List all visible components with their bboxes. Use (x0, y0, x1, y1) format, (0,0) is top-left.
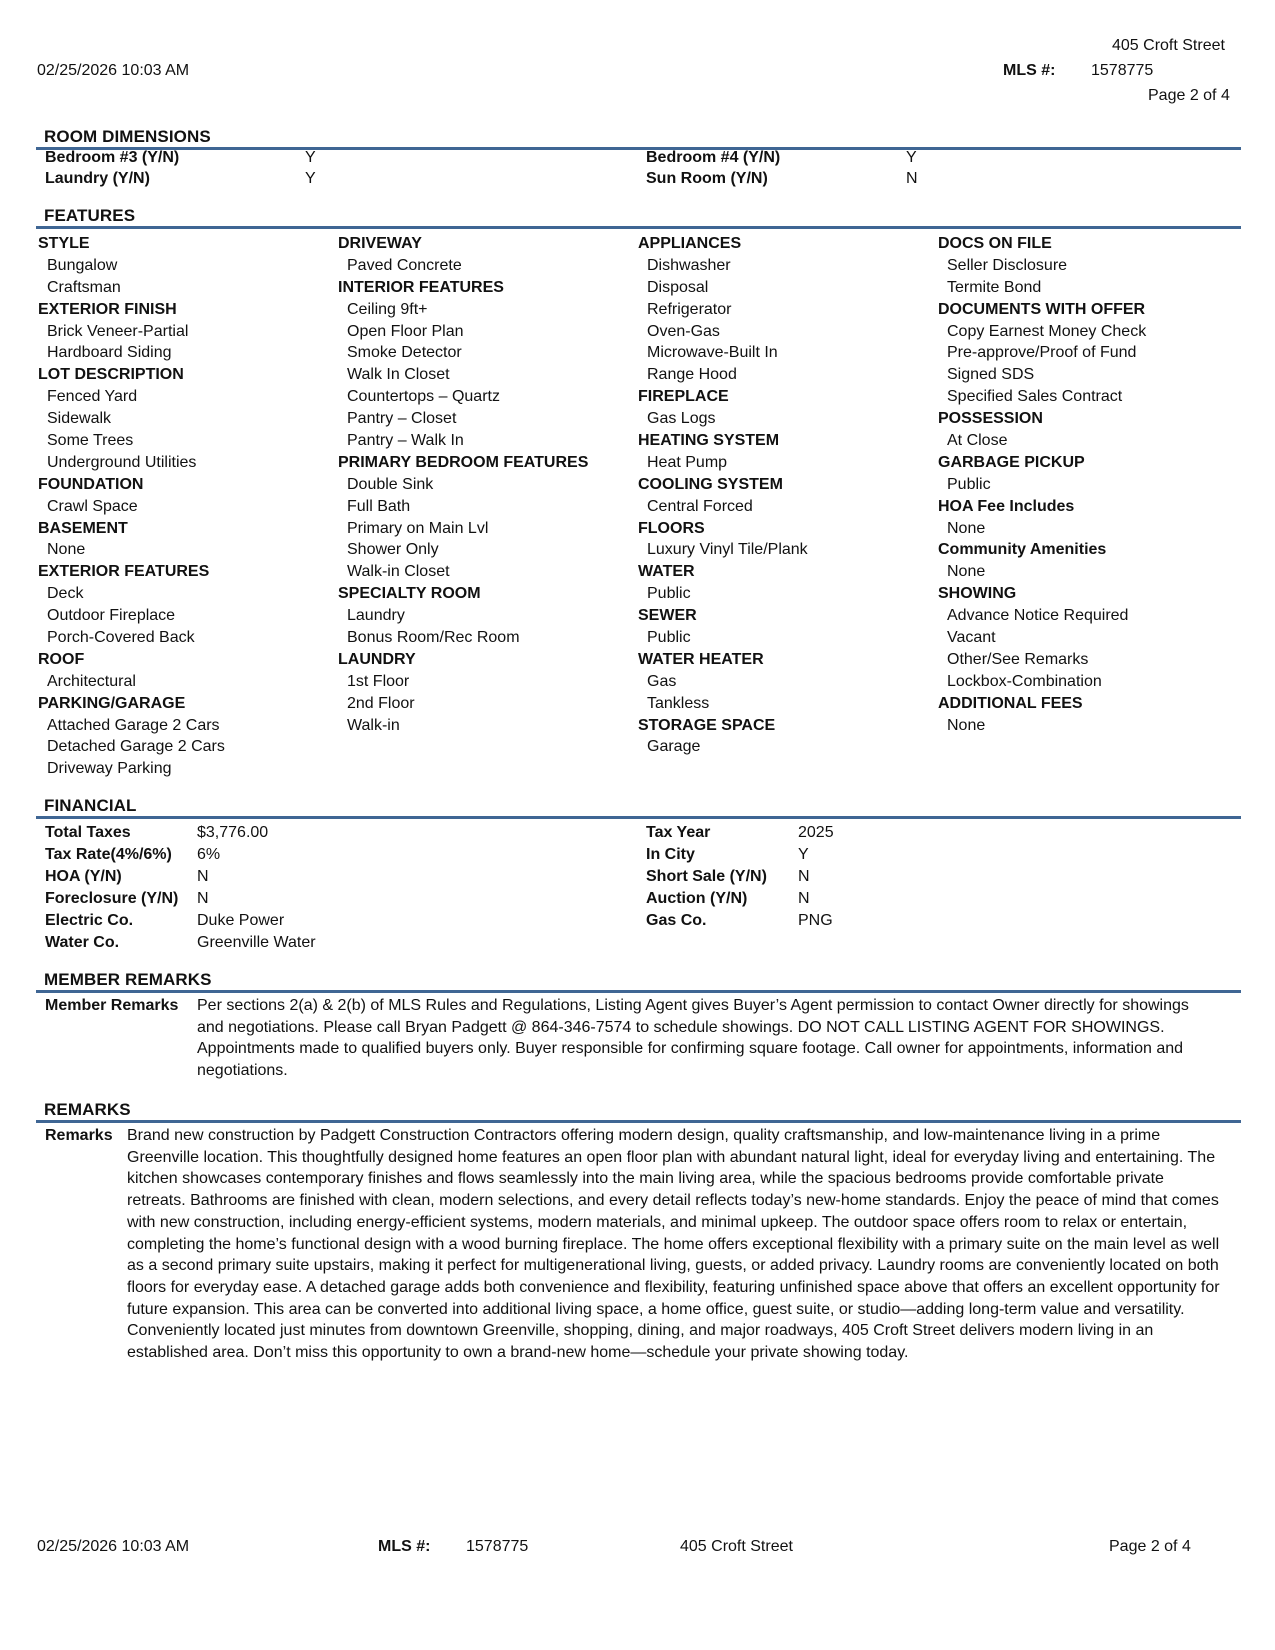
feature-item: Pantry – Closet (347, 410, 457, 428)
feature-heading: ADDITIONAL FEES (938, 694, 1083, 712)
field-label: Bedroom #3 (Y/N) (45, 149, 180, 166)
feature-item: Ceiling 9ft+ (347, 300, 428, 318)
feature-item: Specified Sales Contract (947, 388, 1123, 406)
feature-item: Double Sink (347, 475, 434, 493)
header-address: 405 Croft Street (1112, 37, 1225, 54)
field-label: Total Taxes (45, 824, 131, 841)
feature-item: Smoke Detector (347, 344, 462, 362)
field-label: Gas Co. (646, 912, 707, 929)
feature-heading: PRIMARY BEDROOM FEATURES (338, 453, 589, 471)
feature-item: Other/See Remarks (947, 650, 1089, 668)
feature-heading: HEATING SYSTEM (638, 432, 780, 450)
feature-item: None (47, 541, 86, 559)
feature-item: Hardboard Siding (47, 344, 172, 362)
section-title-financial: FINANCIAL (44, 796, 137, 815)
field-value: Y (798, 846, 809, 863)
feature-item: Public (647, 629, 691, 647)
feature-item: Walk-in (347, 716, 400, 734)
footer-address: 405 Croft Street (680, 1538, 793, 1555)
feature-heading: WATER (638, 563, 695, 581)
field-value: Y (305, 149, 316, 166)
feature-heading: COOLING SYSTEM (638, 475, 783, 493)
feature-item: Brick Veneer-Partial (47, 322, 189, 340)
footer-datetime: 02/25/2026 10:03 AM (37, 1538, 190, 1555)
header-mls-number: 1578775 (1091, 62, 1154, 79)
feature-heading: ROOF (38, 650, 85, 668)
feature-heading: FLOORS (638, 519, 705, 537)
feature-item: Microwave-Built In (647, 344, 778, 362)
feature-item: 1st Floor (347, 672, 410, 690)
features-column-3 (638, 233, 928, 758)
field-label: Sun Room (Y/N) (646, 170, 768, 187)
section-title-features: FEATURES (44, 206, 136, 225)
feature-heading: EXTERIOR FINISH (38, 300, 177, 318)
member-remarks-text: Per sections 2(a) & 2(b) of MLS Rules and Regulations, Listing Agent gives Buyer’s Agent permission to contact Owner directly for showings and negotiations. Please call Bryan Padgett @ 864-346-7574 to schedule showings. DO NOT CALL LISTING AGENT FOR SHOWINGS. Appointments made to qualified buyers only. Buyer responsible for confirming square footage. Call owner for appointments, information and negotiations. (197, 997, 1189, 1080)
feature-heading: FIREPLACE (638, 388, 729, 406)
section-rule (36, 226, 1241, 229)
feature-item: Oven-Gas (647, 322, 720, 340)
feature-item: Deck (47, 585, 84, 603)
footer-page: Page 2 of 4 (1109, 1538, 1191, 1555)
feature-item: Signed SDS (947, 366, 1035, 384)
feature-heading: SPECIALTY ROOM (338, 585, 481, 603)
feature-item: Shower Only (347, 541, 439, 559)
feature-item: Some Trees (47, 432, 134, 450)
feature-item: Primary on Main Lvl (347, 519, 489, 537)
field-label: Bedroom #4 (Y/N) (646, 149, 781, 166)
footer-mls-label: MLS #: (378, 1538, 431, 1555)
field-value: Y (906, 149, 917, 166)
feature-item: Attached Garage 2 Cars (47, 716, 220, 734)
field-value: N (197, 890, 209, 907)
feature-heading: DOCS ON FILE (938, 235, 1052, 252)
feature-item: Luxury Vinyl Tile/Plank (647, 541, 808, 559)
features-column-2 (338, 233, 628, 736)
feature-item: Dishwasher (647, 256, 731, 274)
feature-heading: SEWER (638, 607, 697, 625)
feature-item: Craftsman (47, 278, 121, 296)
field-value: N (798, 890, 810, 907)
feature-heading: FOUNDATION (38, 475, 144, 493)
remarks-label: Remarks (45, 1127, 113, 1144)
field-label: Auction (Y/N) (646, 890, 748, 907)
feature-item: Bungalow (47, 256, 118, 274)
field-label: Short Sale (Y/N) (646, 868, 767, 885)
feature-item: Gas Logs (647, 410, 716, 428)
feature-heading: BASEMENT (38, 519, 128, 537)
field-value: N (197, 868, 209, 885)
section-rule (36, 990, 1241, 993)
feature-item: Garage (647, 738, 701, 756)
member-remarks-label: Member Remarks (45, 997, 179, 1014)
field-label: Tax Year (646, 824, 711, 841)
field-value: N (798, 868, 810, 885)
section-rule (36, 1120, 1241, 1123)
feature-item: Architectural (47, 672, 136, 690)
feature-item: Full Bath (347, 497, 411, 515)
section-title-member-remarks: MEMBER REMARKS (44, 970, 212, 989)
feature-item: Advance Notice Required (947, 607, 1129, 625)
footer-mls-number: 1578775 (466, 1538, 529, 1555)
field-value: Y (305, 170, 316, 187)
field-value: $3,776.00 (197, 824, 269, 841)
header-mls-label: MLS #: (1003, 62, 1056, 79)
feature-item: None (947, 716, 986, 734)
feature-item: Public (947, 475, 991, 493)
feature-item: Tankless (647, 694, 710, 712)
feature-heading: GARBAGE PICKUP (938, 453, 1085, 471)
feature-item: Termite Bond (947, 278, 1042, 296)
field-value: Greenville Water (197, 934, 316, 951)
feature-heading: Community Amenities (938, 541, 1107, 559)
feature-heading: POSSESSION (938, 410, 1043, 428)
feature-item: Gas (647, 672, 677, 690)
feature-item: Heat Pump (647, 453, 728, 471)
feature-item: Laundry (347, 607, 405, 625)
feature-item: Outdoor Fireplace (47, 607, 176, 625)
feature-item: Sidewalk (47, 410, 112, 428)
feature-item: Crawl Space (47, 497, 138, 515)
field-label: In City (646, 846, 695, 863)
field-value: PNG (798, 912, 833, 929)
section-rule (36, 147, 1241, 150)
feature-heading: PARKING/GARAGE (38, 694, 186, 712)
feature-item: Disposal (647, 278, 709, 296)
feature-heading: EXTERIOR FEATURES (38, 563, 210, 581)
feature-heading: DOCUMENTS WITH OFFER (938, 300, 1146, 318)
header-datetime: 02/25/2026 10:03 AM (37, 62, 190, 79)
feature-item: Open Floor Plan (347, 322, 464, 340)
feature-item: Lockbox-Combination (947, 672, 1102, 690)
feature-item: Countertops – Quartz (347, 388, 500, 406)
remarks-text: Brand new construction by Padgett Construction Contractors offering modern design, quality craftsmanship, and low-maintenance living in a prime Greenville location. This thoughtfully designed home features an open floor plan with abundant natural light, ideal for everyday living and entertaining. The kitchen showcases contemporary finishes and flows seamlessly into the main living area, while the spacious bedrooms provide comfortable private retreats. Bathrooms are finished with clean, modern selections, and every detail reflects today’s new-home standards. Enjoy the peace of mind that comes with new construction, including energy-efficient systems, modern materials, and minimal upkeep. The outdoor space offers room to relax or entertain, completing the home’s functional design with a wood burning fireplace. The home offers exceptional flexibility with a primary suite on the main level as well as a second primary suite upstairs, making it perfect for multigenerational living, guests, or added privacy. Laundry rooms are conveniently located on both floors for everyday ease. A detached garage adds both convenience and flexibility, featuring unfinished space above that offers an excellent opportunity for future expansion. This area can be converted into additional living space, a home office, guest suite, or studio—adding long-term value and versatility. Conveniently located just minutes from downtown Greenville, shopping, dining, and major roadways, 405 Croft Street delivers modern living in an established area. Don’t miss this opportunity to own a brand-new home—schedule your private showing today. (127, 1127, 1220, 1362)
features-column-1 (38, 233, 328, 780)
feature-item: None (947, 563, 986, 581)
feature-heading: INTERIOR FEATURES (338, 278, 504, 296)
feature-item: Bonus Room/Rec Room (347, 629, 520, 647)
feature-item: Pre-approve/Proof of Fund (947, 344, 1137, 362)
feature-heading: WATER HEATER (638, 650, 764, 668)
feature-item: Underground Utilities (47, 453, 197, 471)
field-label: HOA (Y/N) (45, 868, 122, 885)
header-page: Page 2 of 4 (1148, 87, 1230, 104)
field-value: Duke Power (197, 912, 285, 929)
field-label: Laundry (Y/N) (45, 170, 150, 187)
feature-heading: HOA Fee Includes (938, 497, 1075, 515)
feature-heading: STYLE (38, 235, 90, 252)
feature-item: Range Hood (647, 366, 737, 384)
section-title-remarks: REMARKS (44, 1100, 131, 1119)
feature-heading: DRIVEWAY (338, 235, 422, 252)
feature-item: Porch-Covered Back (47, 629, 195, 647)
feature-item: Driveway Parking (47, 760, 172, 778)
feature-item: Seller Disclosure (947, 256, 1068, 274)
feature-heading: APPLIANCES (638, 235, 742, 252)
field-value: 6% (197, 846, 221, 863)
feature-item: Public (647, 585, 691, 603)
feature-item: None (947, 519, 986, 537)
feature-item: Fenced Yard (47, 388, 138, 406)
feature-item: At Close (947, 432, 1008, 450)
feature-item: Vacant (947, 629, 996, 647)
feature-item: Pantry – Walk In (347, 432, 464, 450)
field-label: Water Co. (45, 934, 120, 951)
field-label: Foreclosure (Y/N) (45, 890, 179, 907)
feature-item: Walk In Closet (347, 366, 450, 384)
field-label: Electric Co. (45, 912, 134, 929)
feature-item: 2nd Floor (347, 694, 415, 712)
feature-item: Detached Garage 2 Cars (47, 738, 225, 756)
field-value: N (906, 170, 918, 187)
feature-heading: LAUNDRY (338, 650, 416, 668)
feature-item: Central Forced (647, 497, 753, 515)
field-value: 2025 (798, 824, 834, 841)
field-label: Tax Rate(4%/6%) (45, 846, 172, 863)
feature-item: Refrigerator (647, 300, 732, 318)
feature-item: Copy Earnest Money Check (947, 322, 1147, 340)
feature-heading: SHOWING (938, 585, 1017, 603)
feature-item: Walk-in Closet (347, 563, 450, 581)
section-rule (36, 816, 1241, 819)
feature-heading: LOT DESCRIPTION (38, 366, 184, 384)
feature-heading: STORAGE SPACE (638, 716, 776, 734)
feature-item: Paved Concrete (347, 256, 462, 274)
section-title-room-dimensions: ROOM DIMENSIONS (44, 127, 211, 146)
features-column-4 (938, 233, 1228, 736)
